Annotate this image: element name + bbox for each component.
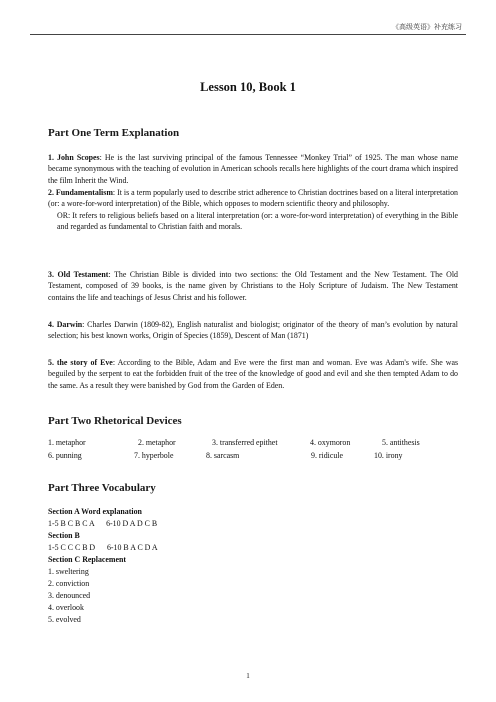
term-label: 4. Darwin — [48, 320, 83, 329]
section-b-title: Section B — [48, 531, 80, 540]
term-label: 2. Fundamentalism — [48, 188, 113, 197]
rhetoric-item: 1. metaphor — [48, 438, 86, 447]
section-a-title: Section A Word explanation — [48, 507, 142, 516]
replacement-item: 2. conviction — [48, 579, 90, 588]
rhetoric-item: 10. irony — [374, 451, 403, 460]
term-alt-text: OR: It refers to religious beliefs based on a literal interpretation (or: a wore-for-word interpretation) of everything in the Bible and regarded as fundamental to Christian faith and morals. — [57, 210, 458, 232]
replacement-item: 5. evolved — [48, 615, 81, 624]
running-header: 《高级英语》补充练习 — [392, 23, 462, 31]
term-item-2 — [48, 187, 458, 233]
term-item-5 — [48, 357, 458, 391]
term-text: : Charles Darwin (1809-82), English naturalist and biologist; originator of the theory of man’s evolution by natural selection; his best known works, Origin of Species (1859), Descent of Man (1871) — [48, 320, 458, 341]
part-two-heading: Part Two Rhetorical Devices — [48, 415, 182, 427]
rhetoric-item: 5. antithesis — [382, 438, 420, 447]
rhetoric-item: 9. ridicule — [311, 451, 343, 460]
term-item-1 — [48, 152, 458, 186]
rhetoric-item: 6. punning — [48, 451, 82, 460]
section-b-answers: 1-5 C C C B D 6-10 B A C D A — [48, 543, 158, 552]
term-text: : According to the Bible, Adam and Eve were the first man and woman. Eve was Adam's wife. She was beguiled by the serpent to eat the forbidden fruit of the tree of the knowledge of good and evil and she then tempted Adam to do the same. As a result they were banished by God from the Garden of Eden. — [48, 358, 459, 390]
part-three-heading: Part Three Vocabulary — [48, 482, 156, 494]
term-text: : The Christian Bible is divided into two sections: the Old Testament and the New Testament. The Old Testament, composed of 39 books, is the name given by Christians to the Holy Scripture of Judaism. The New Testament contains the life and teachings of Jesus Christ and his follower. — [48, 270, 458, 302]
term-text: : It is a term popularly used to describe strict adherence to Christian doctrines based on a literal interpretation (or: a wore-for-word interpretation) of the Bible, which opposes to modern scientific theory and philosophy. — [48, 188, 458, 209]
rhetoric-row-2 — [48, 450, 468, 462]
page-title: Lesson 10, Book 1 — [200, 80, 296, 94]
term-label: 1. John Scopes — [48, 153, 100, 162]
rhetoric-item: 3. transferred epithet — [212, 438, 278, 447]
part-one-heading: Part One Term Explanation — [48, 127, 180, 139]
replacement-item: 4. overlook — [48, 603, 84, 612]
term-text: : He is the last surviving principal of the famous Tennessee “Monkey Trial” of 1925. The man whose name became synonymous with the teaching of evolution in American schools recalls here highlights of the court drama which inspired the film Inherit the Wind. — [48, 153, 458, 185]
term-label: 3. Old Testament — [48, 270, 109, 279]
page-number: 1 — [246, 672, 250, 680]
header-rule — [30, 34, 466, 35]
term-item-4 — [48, 319, 458, 342]
replacement-item: 3. denounced — [48, 591, 91, 600]
rhetoric-item: 8. sarcasm — [206, 451, 240, 460]
replacement-item: 1. sweltering — [48, 567, 89, 576]
section-a-answers: 1-5 B C B C A 6-10 D A D C B — [48, 519, 158, 528]
rhetoric-row-1 — [48, 437, 468, 449]
term-label: 5. the story of Eve — [48, 358, 113, 367]
rhetoric-item: 2. metaphor — [138, 438, 176, 447]
term-item-3 — [48, 269, 458, 303]
rhetoric-item: 4. oxymoron — [310, 438, 351, 447]
rhetoric-item: 7. hyperbole — [134, 451, 174, 460]
section-c-title: Section C Replacement — [48, 555, 127, 564]
